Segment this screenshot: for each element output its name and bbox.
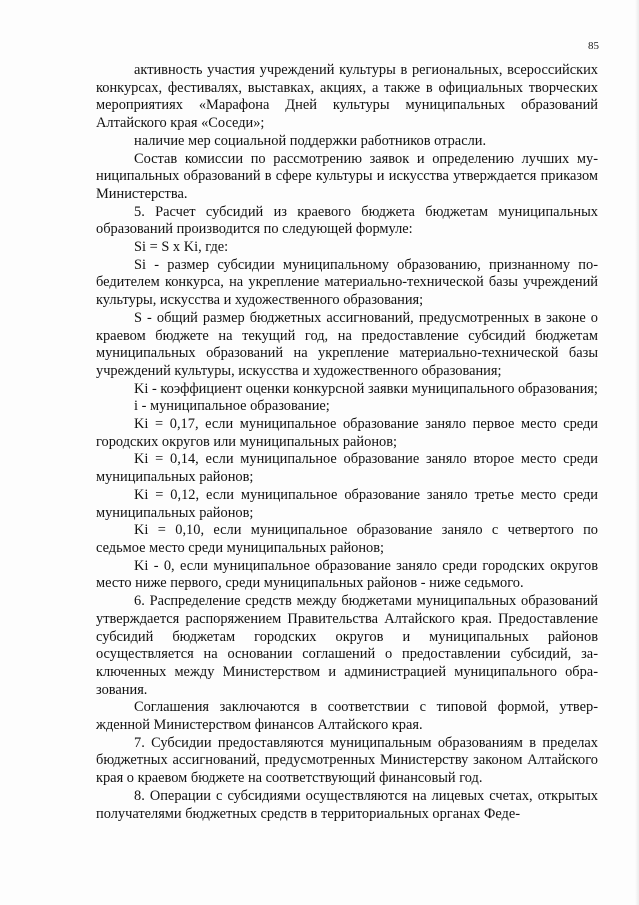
document-body (96, 62, 598, 823)
paragraph-section-6: 6. Распределение средств между бюджетами муниципальных образований утверждается распоряжением Правительства Алтайского края. Предоставление субсидий бюджетам городских округов и муниципальных районов осуществляется на основании соглашений о предоставлении субсидий, заключенных между Министерством и администрацией муниципального образования. (96, 593, 598, 698)
paragraph-ki-third-place: Ki = 0,12, если муниципальное образование заняло третье место среди муниципальных районов; (96, 486, 598, 521)
paragraph-si-definition: Si - размер субсидии муниципальному образованию, признанному победителем конкурса, на укрепление материально-технической базы учреждений культуры, искусства и художественного образования; (96, 256, 598, 309)
paragraph-ki-second-place: Ki = 0,14, если муниципальное образование заняло второе место среди муниципальных районов; (96, 451, 598, 486)
scan-edge-shadow (635, 0, 639, 905)
paragraph-ki-fourth-seventh-place: Ki = 0,10, если муниципальное образование заняло с четвертого по седьмое место среди муниципальных районов; (96, 522, 598, 556)
paragraph-section-7: 7. Субсидии предоставляются муниципальным образованиям в пределах бюджетных ассигнований, предусмотренных Министерству законом Алтайского края о краевом бюджете на соответствующий финансовый год. (96, 734, 598, 787)
page-number: 85 (588, 40, 599, 52)
paragraph-agreements: Соглашения заключаются в соответствии с типовой формой, утвержденной Министерством финансов Алтайского края. (96, 699, 598, 734)
paragraph-ki-first-place: Ki = 0,17, если муниципальное образование заняло первое место среди городских округов или муниципальных районов; (96, 416, 598, 450)
paragraph-ki-zero: Ki - 0, если муниципальное образование заняло среди городских округов место ниже первого, среди муниципальных районов - ниже седьмого. (96, 557, 598, 592)
paragraph-formula: Si = S x Ki, где: (134, 239, 229, 256)
paragraph-i-definition: i - муниципальное образование; (134, 398, 330, 415)
paragraph-s-definition: S - общий размер бюджетных ассигнований, предусмотренных в законе о краевом бюджете на текущий год, на предоставление субсидий бюджетам муниципальных образований на укрепление материально-технической базы учреждений культуры, искусства и художественного образования; (96, 309, 598, 379)
paragraph-section-5: 5. Расчет субсидий из краевого бюджета бюджетам муниципальных образований производится по следующей формуле: (96, 203, 598, 238)
paragraph-commission: Состав комиссии по рассмотрению заявок и определению лучших муниципальных образований в сфере культуры и искусства утверждается приказом Министерства. (96, 150, 598, 202)
paragraph-criteria-social-support: наличие мер социальной поддержки работников отрасли. (134, 132, 487, 149)
paragraph-ki-definition: Ki - коэффициент оценки конкурсной заявки муниципального образования; (134, 380, 598, 397)
paragraph-criteria-participation: активность участия учреждений культуры в региональных, всероссийских конкурсах, фестивалях, выставках, акциях, а также в официальных творческих мероприятиях «Марафона Дней культуры муниципальных образований Алтайского края «Соседи»; (96, 62, 598, 132)
paragraph-section-8: 8. Операции с субсидиями осуществляются на лицевых счетах, открытых получателями бюджетных средств в территориальных органах Феде- (96, 787, 598, 822)
